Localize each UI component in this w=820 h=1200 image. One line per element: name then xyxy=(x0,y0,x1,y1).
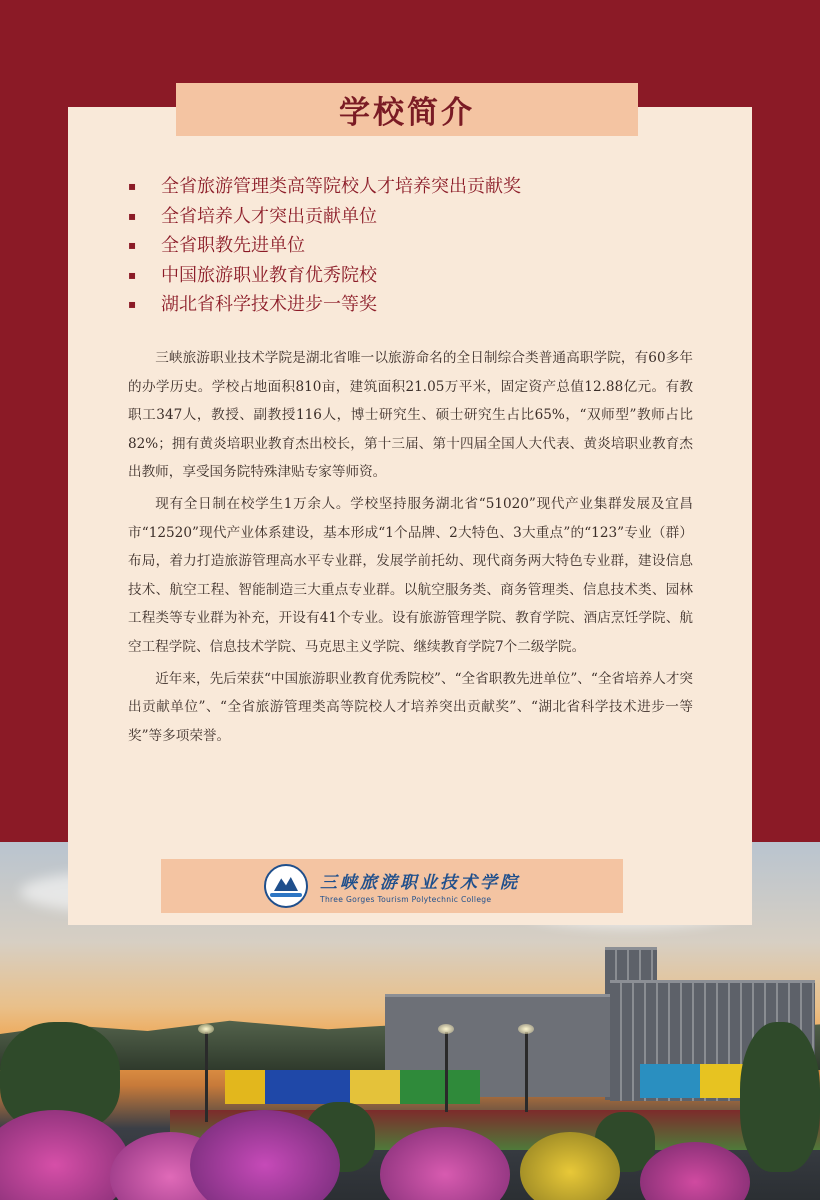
college-name-en: Three Gorges Tourism Polytechnic College xyxy=(320,895,492,904)
street-lamp xyxy=(205,1032,208,1122)
square-bullet-icon: ▪ xyxy=(128,179,137,194)
college-name-cn: 三峡旅游职业技术学院 xyxy=(320,873,520,893)
intro-paragraph: 现有全日制在校学生1万余人。学校坚持服务湖北省“51020”现代产业集群发展及宜昌市“12520”现代产业体系建设，基本形成“1个品牌、2大特色、3大重点”的“123”专业（群）布局，着力打造旅游管理高水平专业群，发展学前托幼、现代商务两大特色专业群，建设信息技术、航空工程、智能制造三大重点专业群。以航空服务类、商务管理类、信息技术类、园林工程类等专业群为补充，开设有41个专业。设有旅游管理学院、教育学院、酒店烹饪学院、航空工程学院、信息技术学院、马克思主义学院、继续教育学院7个二级学院。 xyxy=(128,495,693,655)
stadium-stand xyxy=(265,1070,350,1104)
honor-item: ▪ 全省培养人才突出贡献单位 xyxy=(128,202,521,232)
square-bullet-icon: ▪ xyxy=(128,238,137,253)
honors-list xyxy=(128,172,521,320)
stadium-stand xyxy=(640,1064,700,1098)
logo-banner xyxy=(161,859,623,913)
page-title: 学校简介 xyxy=(339,95,475,131)
honor-item: ▪ 中国旅游职业教育优秀院校 xyxy=(128,261,521,291)
street-lamp xyxy=(525,1032,528,1112)
stadium-stand xyxy=(350,1070,400,1104)
flower-bush xyxy=(640,1142,750,1200)
college-logo xyxy=(320,868,520,904)
square-bullet-icon: ▪ xyxy=(128,208,137,223)
square-bullet-icon: ▪ xyxy=(128,267,137,282)
honor-item: ▪ 全省旅游管理类高等院校人才培养突出贡献奖 xyxy=(128,172,521,202)
intro-paragraph: 近年来，先后荣获“中国旅游职业教育优秀院校”、“全省职教先进单位”、“全省培养人才突出贡献单位”、“全省旅游管理类高等院校人才培养突出贡献奖”、“湖北省科学技术进步一等奖”等多项荣誉。 xyxy=(128,670,693,744)
street-lamp xyxy=(445,1032,448,1112)
title-banner xyxy=(176,83,638,136)
honor-item: ▪ 全省职教先进单位 xyxy=(128,231,521,261)
intro-text xyxy=(128,344,693,753)
intro-paragraph: 三峡旅游职业技术学院是湖北省唯一以旅游命名的全日制综合类普通高职学院，有60多年的办学历史。学校占地面积810亩，建筑面积21.05万平米，固定资产总值12.88亿元。有教职工347人，教授、副教授116人，博士研究生、硕士研究生占比65%，“双师型”教师占比82%；拥有黄炎培职业教育杰出校长，第十三届、第十四届全国人大代表、黄炎培职业教育杰出教师，享受国务院特殊津贴专家等师资。 xyxy=(128,350,693,481)
square-bullet-icon: ▪ xyxy=(128,297,137,312)
tree xyxy=(740,1022,820,1172)
college-emblem-icon xyxy=(264,864,308,908)
stadium-stand xyxy=(225,1070,265,1104)
honor-item: ▪ 湖北省科学技术进步一等奖 xyxy=(128,290,521,320)
stadium-stand xyxy=(400,1070,480,1104)
